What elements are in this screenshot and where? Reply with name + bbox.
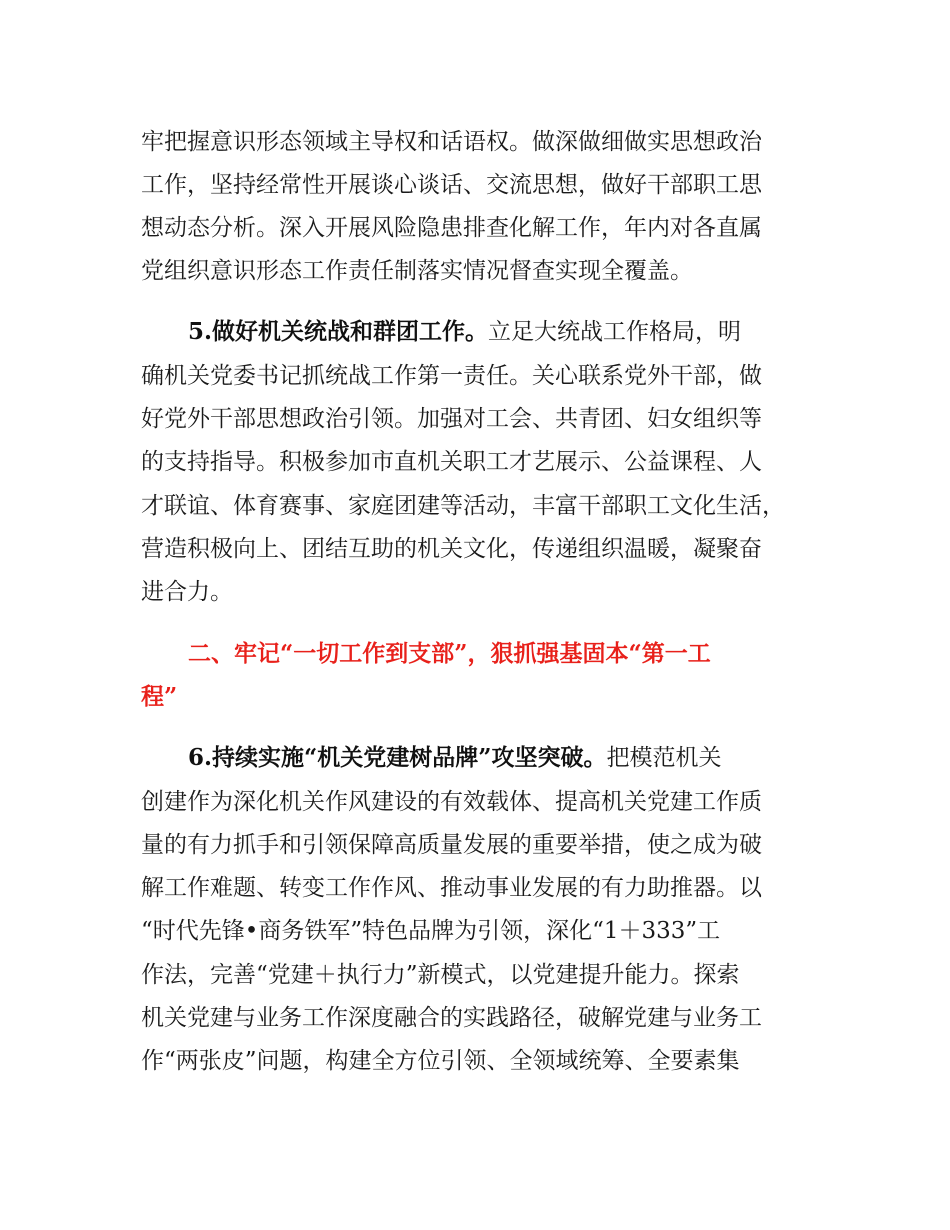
section-heading: 二、牢记“一切工作到支部”，狠抓强基固本“第一工 xyxy=(188,640,711,667)
item-6-first-line-text: 把模范机关 xyxy=(606,745,722,771)
item-6-title: 6.持续实施“机关党建树品牌”攻坚突破。 xyxy=(188,744,607,771)
section-heading-continued: 程” xyxy=(141,683,178,710)
paragraph-line: 量的有力抓手和引领保障高质量发展的重要举措，使之成为破 xyxy=(141,832,762,858)
item-5-title: 5.做好机关统战和群团工作。 xyxy=(188,318,489,345)
item-6-first-line xyxy=(188,744,831,772)
paragraph-line: 的支持指导。积极参加市直机关职工才艺展示、公益课程、人 xyxy=(141,449,762,475)
paragraph-line: “时代先锋•商务铁军”特色品牌为引领，深化“1＋333”工 xyxy=(141,918,721,944)
paragraph-line: 才联谊、体育赛事、家庭团建等活动，丰富干部职工文化生活， xyxy=(141,493,785,519)
paragraph-line: 党组织意识形态工作责任制落实情况督查实现全覆盖。 xyxy=(141,258,693,284)
paragraph-line: 牢把握意识形态领域主导权和话语权。做深做细做实思想政治 xyxy=(141,129,762,155)
paragraph-line: 工作，坚持经常性开展谈心谈话、交流思想，做好干部职工思 xyxy=(141,172,762,198)
paragraph-line: 作“两张皮”问题，构建全方位引领、全领域统筹、全要素集 xyxy=(141,1048,740,1074)
paragraph-line: 确机关党委书记抓统战工作第一责任。关心联系党外干部，做 xyxy=(141,363,762,389)
paragraph-line: 营造积极向上、团结互助的机关文化，传递组织温暖，凝聚奋 xyxy=(141,536,762,562)
paragraph-line: 好党外干部思想政治引领。加强对工会、共青团、妇女组织等 xyxy=(141,406,762,432)
paragraph-line: 创建作为深化机关作风建设的有效载体、提高机关党建工作质 xyxy=(141,789,762,815)
paragraph-line: 机关党建与业务工作深度融合的实践路径，破解党建与业务工 xyxy=(141,1005,762,1031)
paragraph-line: 解工作难题、转变工作作风、推动事业发展的有力助推器。以 xyxy=(141,875,762,901)
paragraph-line: 想动态分析。深入开展风险隐患排查化解工作，年内对各直属 xyxy=(141,215,762,241)
paragraph-line: 进合力。 xyxy=(141,579,233,605)
item-5-first-line xyxy=(188,318,831,346)
item-5-first-line-text: 立足大统战工作格局，明 xyxy=(488,319,742,345)
paragraph-line: 作法，完善“党建＋执行力”新模式，以党建提升能力。探索 xyxy=(141,962,740,988)
